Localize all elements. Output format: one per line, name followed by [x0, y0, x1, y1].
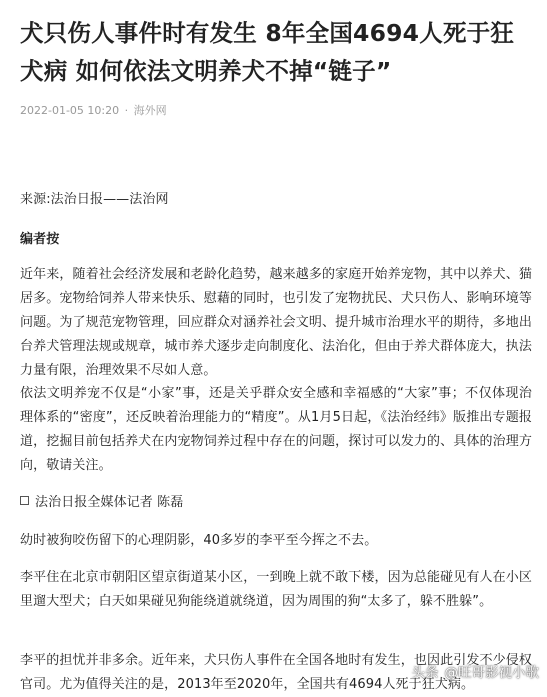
article-meta [20, 103, 532, 119]
watermark-handle: @旺哥影视小歌 [444, 665, 539, 681]
paragraph-statistics: 李平的担忧并非多余。近年来，犬只伤人事件在全国各地时有发生，也因此引发不少侵权官司。尤为值得关注的是，2013年至2020年，全国共有4694人死于狂犬病。 [20, 653, 532, 692]
meta-separator: · [124, 104, 129, 117]
paragraph-neighborhood: 李平住在北京市朝阳区望京街道某小区，一到晚上就不敢下楼，因为总能碰见有人在小区里遛大型犬；白天如果碰见狗能绕道就绕道，因为周围的狗“太多了，躲不胜躲”。 [20, 570, 532, 609]
watermark [412, 661, 540, 681]
watermark-brand: 头条 [411, 665, 439, 681]
source-line: 来源:法治日报——法治网 [20, 192, 169, 207]
source-outlet-link[interactable]: 海外网 [133, 104, 167, 117]
paragraph-intro: 近年来，随着社会经济发展和老龄化趋势，越来越多的家庭开始养宠物，其中以养犬、猫居多。宠物给饲养人带来快乐、慰藉的同时，也引发了宠物扰民、犬只伤人、影响环境等问题。为了规范宠物管理，回应群众对涵养社会文明、提升城市治理水平的期待，多地出台养犬管理法规或规章，城市养犬逐步走向制度化、法治化，但由于养犬群体庞大，执法力量有限，治理效果不尽如人意。 [20, 267, 532, 378]
article-title: 犬只伤人事件时有发生 8年全国4694人死于狂犬病 如何依法文明养犬不掉“链子” [20, 19, 515, 85]
paragraph-series-intro: 依法文明养宠不仅是“小家”事，还是关乎群众安全感和幸福感的“大家”事；不仅体现治理体系的“密度”，还反映着治理能力的“精度”。从1月5日起，《法治经纬》版推出专题报道，挖掘目前包括养犬在内宠物饲养过程中存在的问题，探讨可以发力的、具体的治理方向，敬请关注。 [20, 386, 532, 473]
paragraph-childhood: 幼时被狗咬伤留下的心理阴影，40多岁的李平至今挥之不去。 [20, 533, 378, 548]
square-icon [20, 496, 29, 505]
reporter-byline [20, 491, 532, 515]
editor-note-heading: 编者按 [20, 232, 60, 247]
reporter-name: 法治日报全媒体记者 陈磊 [35, 495, 184, 510]
publish-date: 2022-01-05 10:20 [20, 104, 120, 117]
